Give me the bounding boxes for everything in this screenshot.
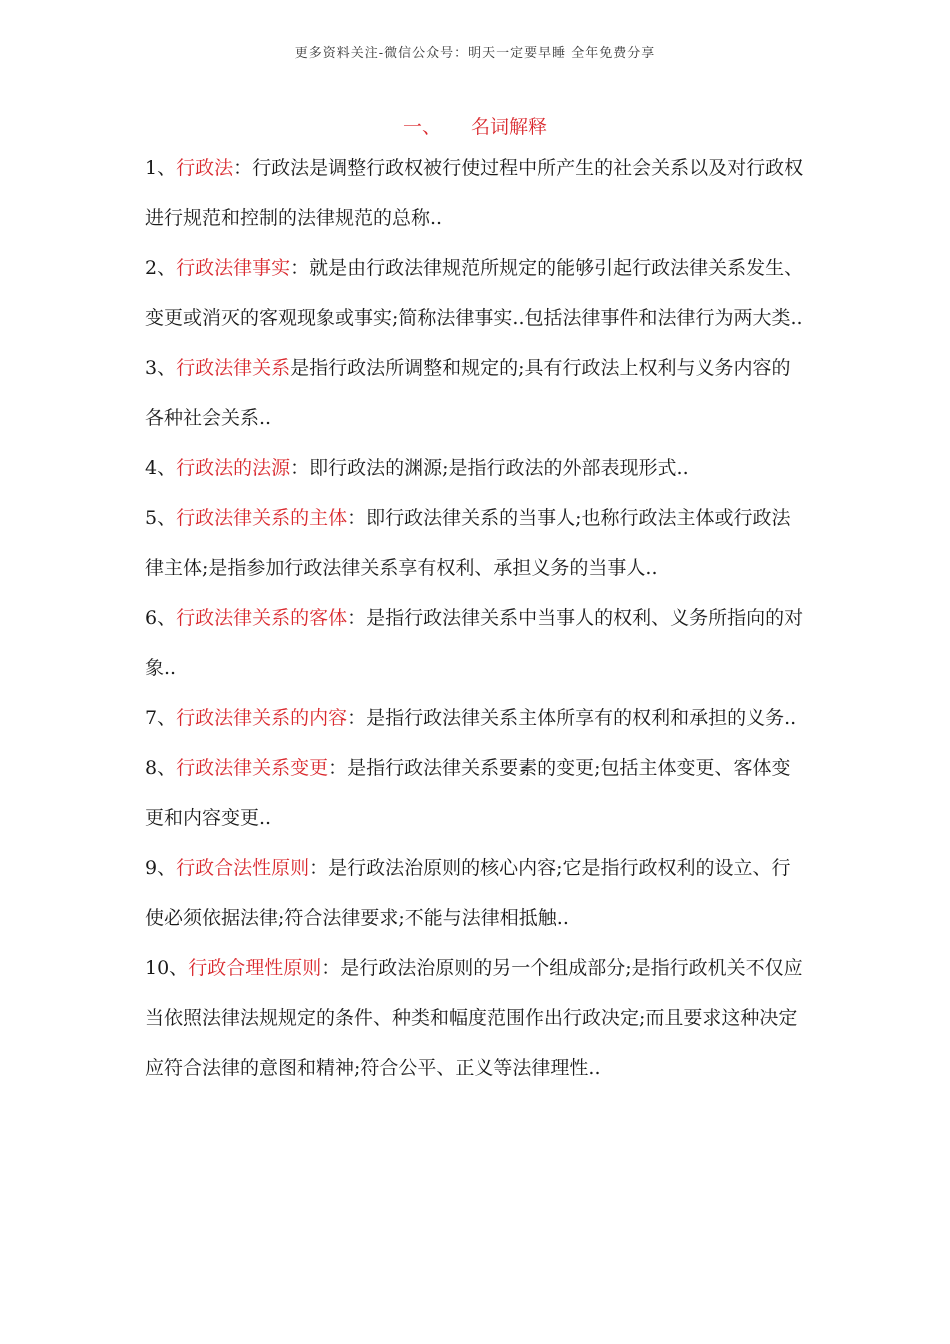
definition-item: [145, 143, 805, 243]
definition-term: 行政法律关系的主体: [176, 507, 348, 529]
definition-number: 3、: [145, 357, 177, 379]
definition-text: 是指行政法所调整和规定的;具有行政法上权利与义务内容的各种社会关系..: [145, 357, 791, 429]
definition-item: [145, 943, 805, 1093]
definition-number: 8、: [145, 757, 177, 779]
definition-text: 就是由行政法律规范所规定的能够引起行政法律关系发生、变更或消灭的客观现象或事实;简称法律事实..包括法律事件和法律行为两大类..: [145, 257, 804, 329]
definition-separator: ：: [347, 707, 367, 729]
definition-text: 行政法是调整行政权被行使过程中所产生的社会关系以及对行政权进行规范和控制的法律规范的总称..: [145, 157, 804, 229]
definition-separator: ：: [233, 157, 253, 179]
definition-separator: ：: [328, 757, 348, 779]
definition-number: 7、: [145, 707, 177, 729]
definition-term: 行政法律关系: [176, 357, 291, 379]
definition-text: 是指行政法律关系要素的变更;包括主体变更、客体变更和内容变更..: [145, 757, 791, 829]
definition-item: [145, 593, 805, 693]
definition-item: [145, 843, 805, 943]
definition-number: 10、: [145, 957, 189, 979]
definition-term: 行政法律关系的客体: [176, 607, 348, 629]
definition-text: 即行政法律关系的当事人;也称行政法主体或行政法律主体;是指参加行政法律关系享有权利、承担义务的当事人..: [145, 507, 791, 579]
definition-term: 行政法的法源: [176, 457, 291, 479]
section-number: 一、: [402, 116, 441, 138]
definition-term: 行政合理性原则: [188, 957, 322, 979]
definition-term: 行政合法性原则: [176, 857, 310, 879]
definition-number: 4、: [145, 457, 177, 479]
definition-text: 即行政法的渊源;是指行政法的外部表现形式..: [309, 457, 689, 479]
definition-text: 是指行政法律关系主体所享有的权利和承担的义务..: [366, 707, 797, 729]
definition-number: 2、: [145, 257, 177, 279]
definitions-list: [145, 143, 805, 1093]
definition-separator: ：: [347, 507, 367, 529]
definition-number: 6、: [145, 607, 177, 629]
definition-separator: ：: [347, 607, 367, 629]
page-header: 更多资料关注-微信公众号：明天一定要早睡 全年免费分享: [294, 46, 656, 61]
definition-text: 是行政法治原则的核心内容;它是指行政权利的设立、行使必须依据法律;符合法律要求;不能与法律相抵触..: [145, 857, 791, 929]
definition-number: 1、: [145, 157, 177, 179]
definition-text: 是行政法治原则的另一个组成部分;是指行政机关不仅应当依照法律法规规定的条件、种类和幅度范围作出行政决定;而且要求这种决定应符合法律的意图和精神;符合公平、正义等法律理性..: [145, 957, 803, 1079]
definition-item: [145, 443, 805, 493]
definition-term: 行政法律事实: [176, 257, 291, 279]
definition-separator: ：: [290, 257, 310, 279]
definition-item: [145, 493, 805, 593]
definition-item: [145, 743, 805, 843]
definition-term: 行政法律关系的内容: [176, 707, 348, 729]
definition-term: 行政法: [176, 157, 234, 179]
definition-number: 9、: [145, 857, 177, 879]
definition-text: 是指行政法律关系中当事人的权利、义务所指向的对象..: [145, 607, 804, 679]
definition-item: [145, 343, 805, 443]
section-heading: 名词解释: [471, 116, 548, 138]
definition-separator: ：: [309, 857, 329, 879]
definition-number: 5、: [145, 507, 177, 529]
definition-separator: ：: [321, 957, 341, 979]
section-title: [0, 112, 950, 139]
definition-separator: ：: [290, 457, 310, 479]
definition-item: [145, 693, 805, 743]
definition-item: [145, 243, 805, 343]
definition-term: 行政法律关系变更: [176, 757, 329, 779]
